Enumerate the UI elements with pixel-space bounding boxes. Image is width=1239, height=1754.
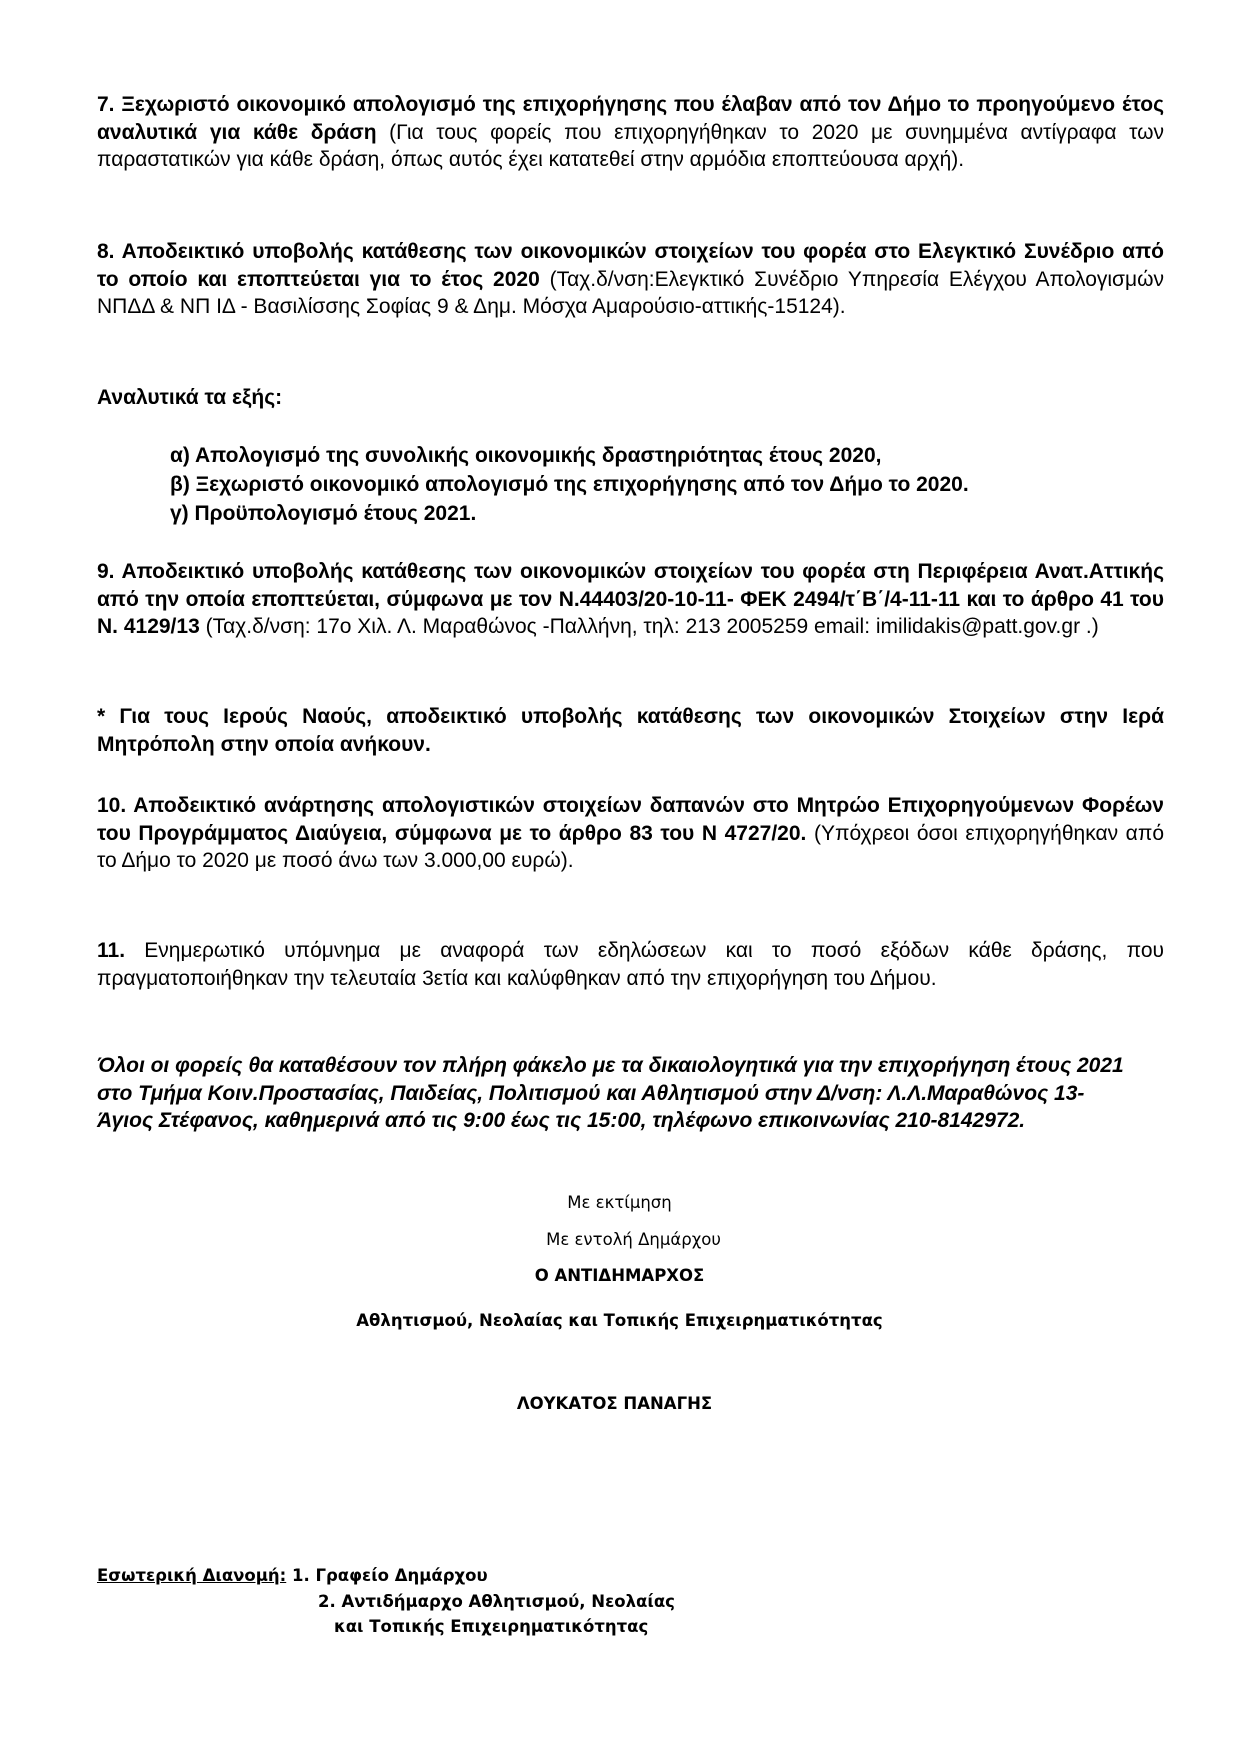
distribution-item-3: και Τοπικής Επιχειρηματικότητας xyxy=(334,1617,649,1636)
item-10-paragraph xyxy=(97,792,1164,875)
list-item: γ) Προϋπολογισμό έτους 2021. xyxy=(170,502,477,525)
signature-department: Αθλητισμού, Νεολαίας και Τοπικής Επιχειρηματικότητας xyxy=(356,1311,883,1330)
list-item: α) Απολογισμό της συνολικής οικονομικής δραστηριότητας έτους 2020, xyxy=(170,444,882,467)
closing-paragraph: Όλοι οι φορείς θα καταθέσουν τον πλήρη φάκελο με τα δικαιολογητικά για την επιχορήγηση έτους 2021 στο Τμήμα Κοιν.Προστασίας, Παιδείας, Πολιτισμού και Αθλητισμού στην Δ/νση: Λ.Λ.Μαραθώνος 13- Άγιος Στέφανος, καθημερινά από τις 9:00 έως τις 15:00, τηλέφωνο επικοινωνίας 210-8142972. xyxy=(97,1054,1124,1132)
item-10-bold: 10. Αποδεικτικό ανάρτησης απολογιστικών στοιχείων δαπανών στο Μητρώο Επιχορηγούμενων Φορέων του Προγράμματος Διαύγεια, σύμφωνα με το άρθρο 83 του Ν 4727/20. xyxy=(97,794,1164,845)
distribution-item-1: 1. Γραφείο Δημάρχου xyxy=(286,1566,488,1585)
distribution-item-2: 2. Αντιδήμαρχο Αθλητισμού, Νεολαίας xyxy=(318,1592,675,1611)
signature-title: Ο ΑΝΤΙΔΗΜΑΡΧΟΣ xyxy=(534,1266,705,1285)
item-11-paragraph xyxy=(97,937,1164,992)
distribution-line-1 xyxy=(97,1566,488,1585)
item-9-text: (Ταχ.δ/νση: 17ο Χιλ. Λ. Μαραθώνος -Παλλήνη, τηλ: 213 2005259 email: imilidakis@patt.gov.gr .) xyxy=(199,615,1099,638)
list-item: β) Ξεχωριστό οικονομικό απολογισμό της επιχορήγησης από τον Δήμο το 2020. xyxy=(170,473,969,496)
signature-name: ΛΟΥΚΑΤΟΣ ΠΑΝΑΓΗΣ xyxy=(516,1394,713,1413)
item-7-bold: 7. Ξεχωριστό οικονομικό απολογισμό της επιχορήγησης που έλαβαν από τον Δήμο το προηγούμενο έτος αναλυτικά για κάθε δράση xyxy=(97,93,1164,144)
item-7-paragraph xyxy=(97,91,1164,174)
item-7-text: (Για τους φορείς που επιχορηγήθηκαν το 2020 με συνημμένα αντίγραφα των παραστατικών για κάθε δράση, όπως αυτός έχει κατατεθεί στην αρμόδια εποπτεύουσα αρχή). xyxy=(97,120,1164,171)
item-8-paragraph xyxy=(97,238,1164,321)
item-10-text: (Υπόχρεοι όσοι επιχορηγήθηκαν από το Δήμο το 2020 με ποσό άνω των 3.000,00 ευρώ). xyxy=(97,821,1164,872)
churches-note: * Για τους Ιερούς Ναούς, αποδεικτικό υποβολής κατάθεσης των οικονομικών Στοιχείων στην Ιερά Μητρόπολη στην οποία ανήκουν. xyxy=(97,705,1164,756)
item-11-bold: 11. xyxy=(97,939,126,962)
details-heading: Αναλυτικά τα εξής: xyxy=(97,386,283,409)
item-8-text: (Ταχ.δ/νση:Ελεγκτικό Συνέδριο Υπηρεσία Ελέγχου Απολογισμών ΝΠΔΔ & ΝΠ ΙΔ - Βασιλίσσης Σοφίας 9 & Δημ. Μόσχα Αμαρούσιο-αττικής-15124). xyxy=(97,267,1164,318)
signature-by-order: Με εντολή Δημάρχου xyxy=(546,1230,721,1249)
signature-regards: Με εκτίμηση xyxy=(567,1193,672,1212)
item-9-paragraph xyxy=(97,558,1164,641)
item-11-text: Ενημερωτικό υπόμνημα με αναφορά των εδηλώσεων και το ποσό εξόδων κάθε δράσης, που πραγματοποιήθηκαν την τελευταία 3ετία και καλύφθηκαν από την επιχορήγηση του Δήμου. xyxy=(97,939,1164,990)
item-9-bold: 9. Αποδεικτικό υποβολής κατάθεσης των οικονομικών στοιχείων του φορέα στη Περιφέρεια Ανατ.Αττικής από την οποία εποπτεύεται, σύμφωνα με τον Ν.44403/20-10-11- ΦΕΚ 2494/τ΄Β΄/4-11-11 και το άρθρο 41 του Ν. 4129/13 xyxy=(97,560,1164,638)
details-list xyxy=(170,441,1170,528)
distribution-label: Εσωτερική Διανομή: xyxy=(97,1566,287,1585)
item-8-bold: 8. Αποδεικτικό υποβολής κατάθεσης των οικονομικών στοιχείων του φορέα στο Ελεγκτικό Συνέδριο από το οποίο και εποπτεύεται για το έτος 2020 xyxy=(97,240,1164,291)
